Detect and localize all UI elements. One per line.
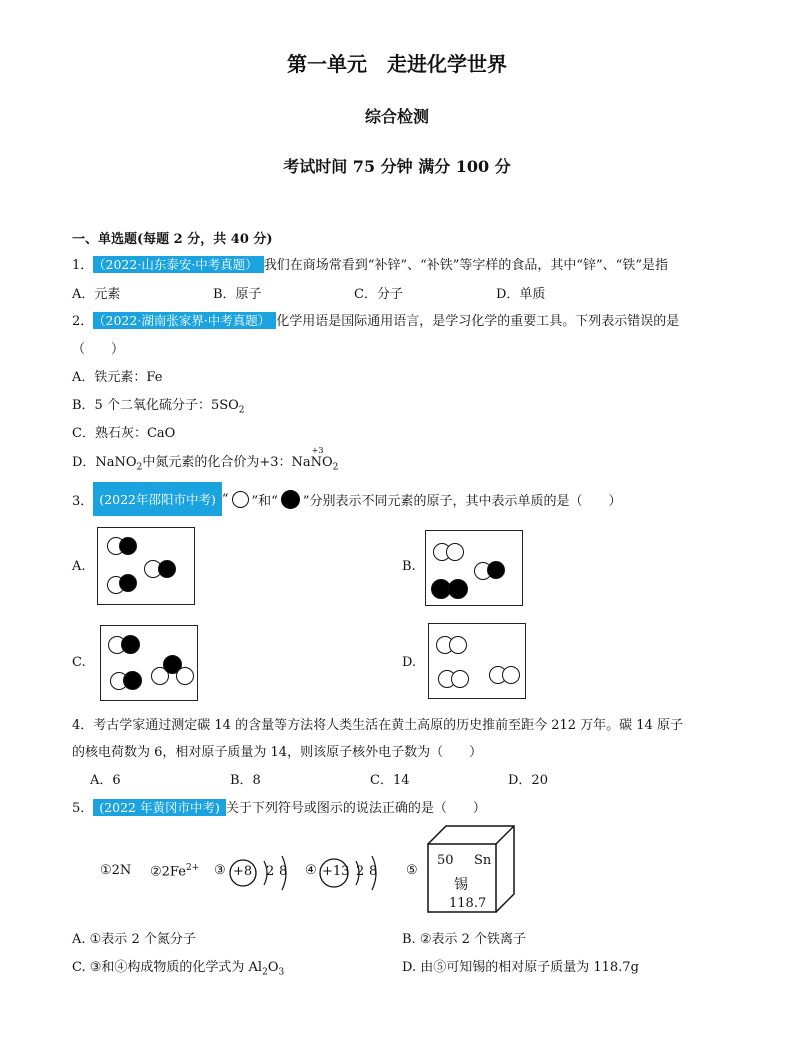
q2-option-a: A．铁元素：Fe bbox=[72, 370, 163, 385]
q1-option-b: B．原子 bbox=[213, 287, 262, 302]
q2-option-d bbox=[72, 446, 339, 473]
question-4-line1: 4．考古学家通过测定碳 14 的含量等方法将人类生活在黄土高原的历史推前至距今 212 万年。碳 14 原子 bbox=[72, 718, 683, 733]
subscript: 2 bbox=[136, 462, 143, 473]
subscript: 3 bbox=[278, 967, 285, 978]
source-tag: (2022年邵阳市中考) bbox=[93, 482, 222, 516]
q4-option-b: B．8 bbox=[230, 773, 261, 788]
shell-electrons-1: 2 bbox=[266, 864, 275, 879]
solid-atom-icon bbox=[281, 490, 300, 509]
q4-option-c: C．14 bbox=[370, 773, 410, 788]
text: D．NaNO bbox=[72, 455, 137, 470]
solid-atom bbox=[158, 560, 176, 578]
hollow-atom bbox=[446, 543, 464, 561]
source-tag: （2022·山东泰安·中考真题） bbox=[93, 256, 264, 273]
question-number: 3． bbox=[72, 493, 94, 509]
atomic-mass: 118.7 bbox=[449, 896, 487, 911]
question-1-stem bbox=[72, 254, 668, 273]
question-text: 我们在商场常看到“补锌”、“补铁”等字样的食品，其中“锌”、“铁”是指 bbox=[263, 258, 668, 273]
subscript: 2 bbox=[262, 967, 268, 978]
question-number: 2． bbox=[72, 314, 94, 329]
q5-option-a: A. ①表示 2 个氮分子 bbox=[72, 932, 196, 947]
solid-atom bbox=[121, 635, 140, 654]
symbol-2 bbox=[150, 863, 199, 879]
shell-electrons-2: 8 bbox=[279, 864, 288, 879]
q1-option-d: D．单质 bbox=[496, 287, 546, 302]
q3-diagram-b bbox=[425, 530, 523, 606]
nucleus-charge: +13 bbox=[322, 864, 350, 879]
element-symbol: Sn bbox=[474, 853, 492, 868]
q3-label-d: D. bbox=[402, 655, 417, 670]
hollow-atom bbox=[449, 636, 467, 654]
q3-label-c: C. bbox=[72, 655, 86, 670]
hollow-atom bbox=[176, 667, 194, 685]
question-5-stem bbox=[72, 797, 486, 816]
q4-option-d: D．20 bbox=[508, 773, 548, 788]
text: ②2Fe bbox=[150, 864, 186, 880]
hollow-atom bbox=[451, 670, 469, 688]
symbol-3-label: ③ bbox=[214, 863, 226, 878]
q2-option-c: C．熟石灰：CaO bbox=[72, 426, 176, 441]
element-name: 锡 bbox=[454, 877, 468, 893]
q1-option-c: C．分子 bbox=[354, 287, 403, 302]
q3-diagram-c bbox=[100, 625, 198, 701]
solid-atom bbox=[119, 574, 137, 592]
text: “ bbox=[221, 491, 229, 507]
question-text: ”分别表示不同元素的原子，其中表示单质的是（ ） bbox=[302, 493, 622, 509]
q3-diagram-d bbox=[428, 623, 526, 699]
solid-atom bbox=[448, 579, 468, 599]
section-heading: 一、单选题(每题 2 分，共 40 分) bbox=[72, 232, 273, 247]
q5-option-d: D. 由⑤可知锡的相对原子质量为 118.7g bbox=[402, 960, 639, 975]
text: C. ③和④构成物质的化学式为 Al bbox=[72, 960, 263, 975]
source-tag: (2022 年黄冈市中考) bbox=[93, 799, 226, 816]
question-number: 5． bbox=[72, 801, 94, 816]
q2-blank: （ ） bbox=[72, 342, 125, 357]
q3-diagram-a bbox=[97, 527, 195, 605]
text: ”和“ bbox=[251, 493, 278, 509]
question-2-stem bbox=[72, 310, 679, 329]
solid-atom bbox=[119, 537, 137, 555]
hollow-atom bbox=[502, 666, 520, 684]
question-text: 关于下列符号或图示的说法正确的是（ ） bbox=[225, 801, 486, 816]
valence: +3 bbox=[311, 446, 324, 455]
question-4-line2: 的核电荷数为 6，相对原子质量为 14，则该原子核外电子数为（ ） bbox=[72, 745, 483, 760]
source-tag: （2022·湖南张家界·中考真题） bbox=[93, 312, 276, 329]
q3-label-b: B. bbox=[402, 559, 416, 574]
text: B．5 个二氧化硫分子：5SO bbox=[72, 398, 239, 413]
shell-electrons-2: 8 bbox=[369, 864, 378, 879]
symbol-5-label: ⑤ bbox=[406, 863, 418, 878]
symbol-1: ①2N bbox=[100, 863, 132, 878]
text: N bbox=[310, 455, 322, 470]
exam-info: 考试时间 75 分钟 满分 100 分 bbox=[283, 157, 511, 176]
symbol-4-label: ④ bbox=[305, 863, 317, 878]
q3-label-a: A. bbox=[72, 559, 86, 574]
question-number: 1． bbox=[72, 258, 94, 273]
subscript: 2 bbox=[238, 405, 245, 416]
q5-option-c bbox=[72, 956, 284, 978]
solid-atom bbox=[487, 561, 505, 579]
atomic-number: 50 bbox=[437, 853, 454, 868]
page-title: 第一单元 走进化学世界 bbox=[287, 52, 507, 76]
question-text: 化学用语是国际通用语言，是学习化学的重要工具。下列表示错误的是 bbox=[276, 314, 680, 329]
text: O bbox=[267, 960, 279, 975]
question-3-stem bbox=[72, 482, 621, 516]
text: O bbox=[322, 455, 333, 470]
superscript: 2+ bbox=[185, 863, 200, 873]
hollow-atom-icon bbox=[232, 491, 249, 508]
q1-option-a: A．元素 bbox=[72, 287, 121, 302]
q4-option-a: A．6 bbox=[90, 773, 121, 788]
q2-option-b bbox=[72, 394, 245, 416]
nucleus-charge: +8 bbox=[233, 864, 253, 879]
shell-electrons-1: 2 bbox=[356, 864, 365, 879]
solid-atom bbox=[123, 671, 142, 690]
subscript: 2 bbox=[332, 462, 339, 473]
q5-option-b: B. ②表示 2 个铁离子 bbox=[402, 932, 527, 947]
text: 中氮元素的化合价为+3：Na bbox=[142, 455, 311, 470]
page-subtitle: 综合检测 bbox=[364, 107, 429, 126]
